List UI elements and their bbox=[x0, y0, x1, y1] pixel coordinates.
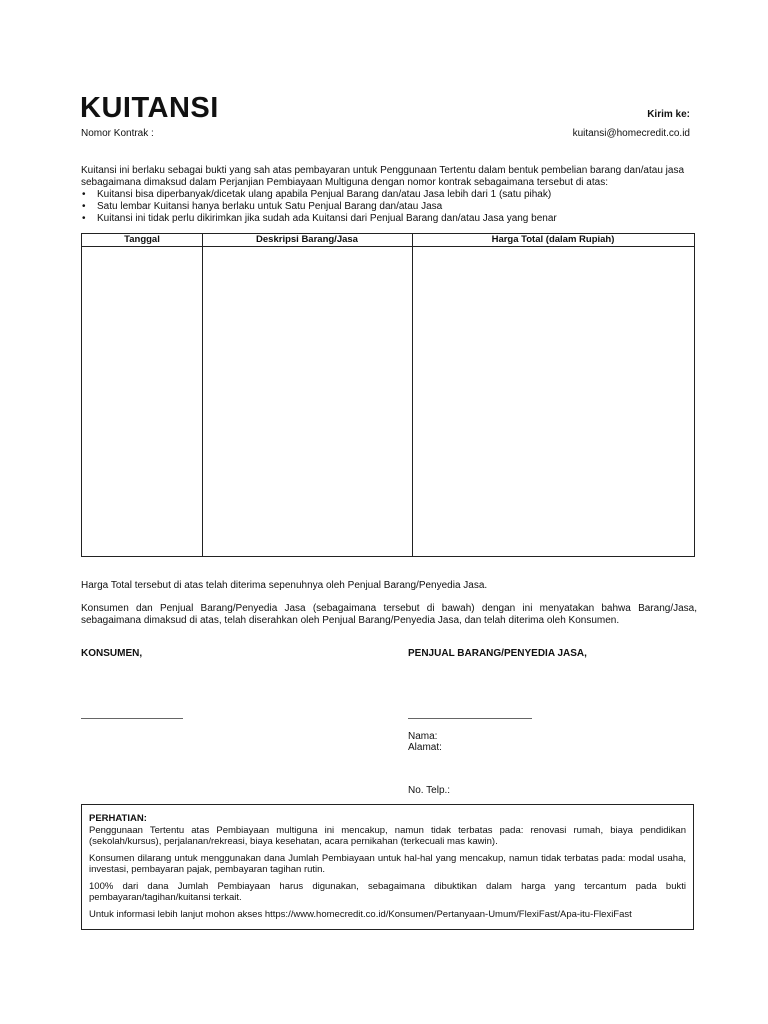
bullet-item: • Kuitansi bisa diperbanyak/dicetak ulang apabila Penjual Barang dan/atau Jasa lebih dari 1 (satu pihak) bbox=[81, 189, 697, 201]
seller-address-label: Alamat: bbox=[408, 742, 442, 753]
consumer-signature-label: KONSUMEN, bbox=[81, 648, 143, 659]
notice-info-link: Untuk informasi lebih lanjut mohon akses https://www.homecredit.co.id/Konsumen/Pertanyaan-Umum/FlexiFast/Apa-itu-FlexiFast bbox=[89, 908, 632, 920]
seller-signature-label: PENJUAL BARANG/PENYEDIA JASA, bbox=[408, 648, 587, 659]
notice-paragraph: Konsumen dilarang untuk menggunakan dana Jumlah Pembiayaan untuk hal-hal yang mencakup, namun tidak terbatas pada: modal usaha, investasi, pembayaran pajak, pembayaran tagihan rutin. bbox=[89, 852, 686, 875]
seller-name-label: Nama: bbox=[408, 731, 438, 742]
column-deskripsi bbox=[202, 234, 413, 556]
seller-phone-label: No. Telp.: bbox=[408, 785, 451, 796]
consumer-signature-line bbox=[81, 718, 183, 719]
intro-bullet-list bbox=[81, 189, 697, 225]
contract-number-label: Nomor Kontrak : bbox=[81, 128, 154, 139]
column-tanggal bbox=[82, 234, 203, 556]
header-tanggal: Tanggal bbox=[124, 234, 160, 245]
seller-signature-line bbox=[408, 718, 532, 719]
statement-handover: Konsumen dan Penjual Barang/Penyedia Jasa (sebagaimana tersebut di bawah) dengan ini menyatakan bahwa Barang/Jasa, sebagaimana dimaksud di atas, telah diserahkan oleh Penjual Barang/Penyedia Jasa, dan telah diterima oleh Konsumen. bbox=[81, 603, 697, 626]
bullet-item: • Kuitansi ini tidak perlu dikirimkan jika sudah ada Kuitansi dari Penjual Barang dan/atau Jasa yang benar bbox=[81, 213, 697, 225]
notice-box bbox=[81, 804, 694, 930]
intro-text: Kuitansi ini berlaku sebagai bukti yang sah atas pembayaran untuk Penggunaan Tertentu dalam bentuk pembelian barang dan/atau jasa sebagaimana dimaksud dalam Perjanjian Pembiayaan Multiguna dengan nomor kontrak sebagaimana tersebut di atas: bbox=[81, 165, 685, 188]
send-to-label: Kirim ke: bbox=[647, 109, 690, 120]
bullet-item: • Satu lembar Kuitansi hanya berlaku untuk Satu Penjual Barang dan/atau Jasa bbox=[81, 201, 697, 213]
header-deskripsi: Deskripsi Barang/Jasa bbox=[256, 234, 358, 245]
statement-received: Harga Total tersebut di atas telah diterima sepenuhnya oleh Penjual Barang/Penyedia Jasa. bbox=[81, 580, 488, 591]
header-harga-total: Harga Total (dalam Rupiah) bbox=[491, 234, 615, 245]
notice-heading: PERHATIAN: bbox=[89, 813, 147, 824]
document-title: KUITANSI bbox=[80, 92, 219, 124]
notice-paragraph: 100% dari dana Jumlah Pembiayaan harus digunakan, sebagaimana dibuktikan dalam harga yang tercantum pada bukti pembayaran/tagihan/kuitansi terkait. bbox=[89, 880, 686, 903]
receipt-table bbox=[81, 233, 695, 557]
email-address: kuitansi@homecredit.co.id bbox=[572, 128, 690, 139]
notice-paragraph: Penggunaan Tertentu atas Pembiayaan multiguna ini mencakup, namun tidak terbatas pada: renovasi rumah, biaya pendidikan (sekolah/kursus), perjalanan/rekreasi, biaya kesehatan, acara pernikahan (terkecuali mas kawin). bbox=[89, 824, 686, 847]
